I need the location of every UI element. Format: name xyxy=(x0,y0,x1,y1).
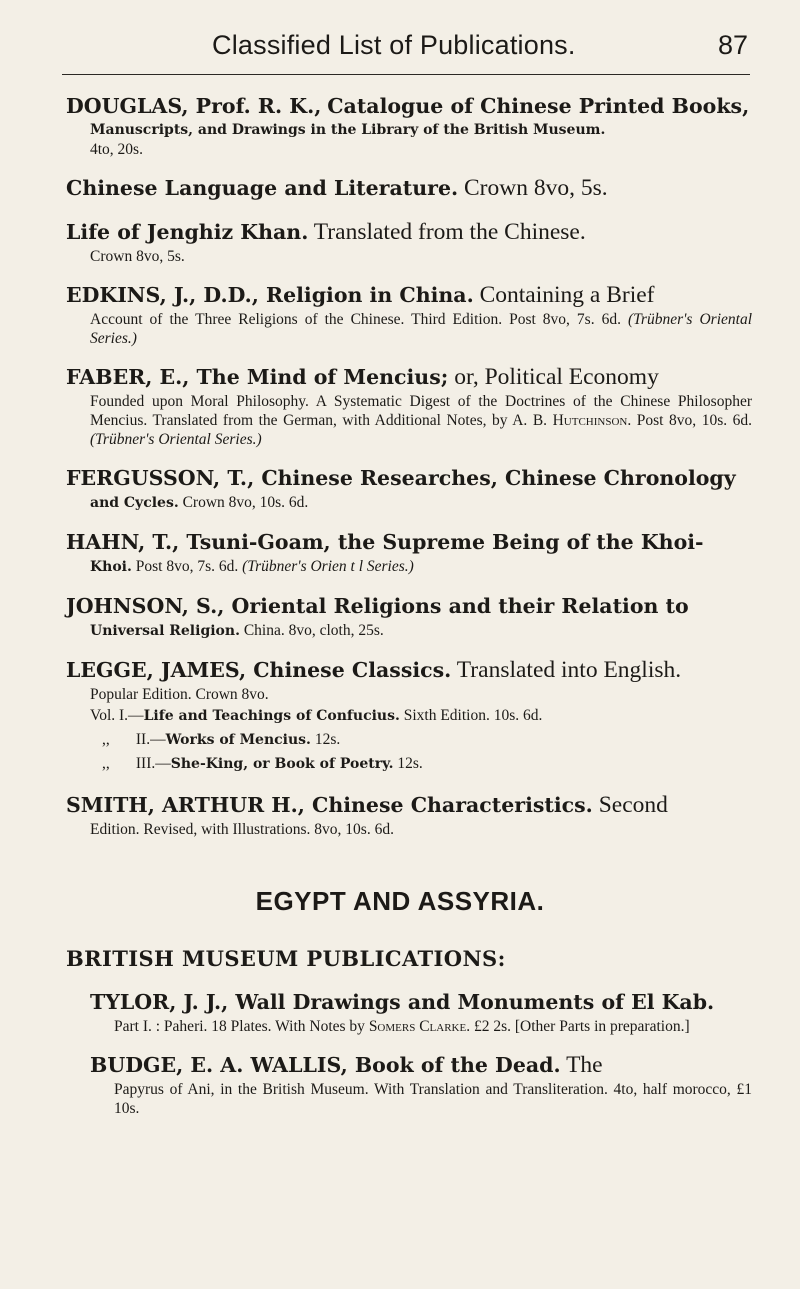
entry-series: (Trübner's Oriental Series.) xyxy=(90,431,262,448)
entry-name: Chinese Language and Literature. xyxy=(66,176,459,200)
entry-johnson xyxy=(66,592,752,641)
entry-budge xyxy=(90,1051,752,1118)
entry-title: Catalogue of Chinese Printed Books, xyxy=(327,94,750,118)
entry-hahn xyxy=(66,528,752,577)
entry-tail: Second xyxy=(598,792,668,818)
entry-details: Edition. Revised, with Illustrations. 8vo, 10s. 6d. xyxy=(90,821,394,838)
entry-details: Part I. : Paheri. 18 Plates. With Notes by Somers Clarke. £2 2s. [Other Parts in preparation.] xyxy=(114,1018,690,1035)
entry-edkins xyxy=(66,281,752,348)
entry-name: FERGUSSON, T., Chinese Researches, Chinese Chronology xyxy=(66,466,736,490)
entry-author: Somers Clarke. xyxy=(368,1018,471,1035)
section-subheading: BRITISH MUSEUM PUBLICATIONS: xyxy=(66,946,506,971)
entry-details: Founded upon Moral Philosophy. A Systematic Digest of the Doctrines of the Chinese Philosopher Mencius. Translated from the German, with Additional Notes, by A. B. Hutchinson. Post 8vo, 10s. 6d. (Trübner's Oriental Series.) xyxy=(90,393,753,448)
entry-name: TYLOR, J. J., Wall Drawings and Monuments of El Kab. xyxy=(90,990,715,1014)
entry-name: Life of Jenghiz Khan. xyxy=(66,220,309,244)
entry-series: (Trübner's Oriental Series.) xyxy=(90,311,753,347)
entry-name: BUDGE, E. A. WALLIS, Book of the Dead. xyxy=(90,1053,561,1077)
section-heading: EGYPT AND ASSYRIA. xyxy=(255,886,545,916)
entry-translator: Hutchinson. xyxy=(552,412,632,429)
entry-name: DOUGLAS, Prof. R. K., xyxy=(66,94,322,118)
entry-name: SMITH, ARTHUR H., Chinese Characteristics. xyxy=(66,793,593,817)
entry-details: Papyrus of Ani, in the British Museum. With Translation and Transliteration. 4to, half morocco, £1 10s. xyxy=(114,1081,752,1117)
entry-tail: Containing a Brief xyxy=(479,282,655,308)
header-rule xyxy=(62,74,750,75)
volume-line: Vol. I.—Life and Teachings of Confucius. Sixth Edition. 10s. 6d. xyxy=(90,707,543,724)
entry-series: (Trübner's Orien t l Series.) xyxy=(242,558,414,575)
entry-name: FABER, E., The Mind of Mencius; xyxy=(66,365,449,389)
entry-name: LEGGE, JAMES, Chinese Classics. xyxy=(66,658,452,682)
entry-name: HAHN, T., Tsuni-Goam, the Supreme Being of the Khoi- xyxy=(66,530,704,554)
entry-faber xyxy=(66,363,752,449)
entry-details: Khoi. Post 8vo, 7s. 6d. (Trübner's Orien t l Series.) xyxy=(90,558,414,575)
entry-chinese-language xyxy=(66,174,752,203)
entry-details: Crown 8vo, 5s. xyxy=(464,175,608,201)
entry-jenghiz-khan xyxy=(66,218,752,266)
volume-line: ,, III.—She-King, or Book of Poetry. 12s. xyxy=(102,755,423,772)
entry-details: Account of the Three Religions of the Chinese. Third Edition. Post 8vo, 7s. 6d. (Trübner's Oriental Series.) xyxy=(90,311,753,347)
entry-tail: Translated from the Chinese. xyxy=(313,219,586,245)
volume-line: ,, II.—Works of Mencius. 12s. xyxy=(102,731,341,748)
page-number: 87 xyxy=(717,30,748,60)
entry-details: 4to, 20s. xyxy=(90,141,143,158)
entry-name: EDKINS, J., D.D., Religion in China. xyxy=(66,283,474,307)
entry-fergusson xyxy=(66,464,752,513)
entry-tail: Translated into English. xyxy=(456,657,682,683)
entry-details: and Cycles. Crown 8vo, 10s. 6d. xyxy=(90,494,309,511)
entry-details: Popular Edition. Crown 8vo. xyxy=(90,686,269,703)
entry-tail: or, Political Economy xyxy=(454,364,659,390)
entry-tylor xyxy=(90,988,752,1036)
entry-name: JOHNSON, S., Oriental Religions and their Relation to xyxy=(66,594,689,618)
entry-legge xyxy=(66,656,752,776)
entries-list-egypt xyxy=(90,988,752,1133)
entry-subtitle: Manuscripts, and Drawings in the Library of the British Museum. xyxy=(90,122,606,138)
entries-list xyxy=(66,92,752,854)
entry-smith xyxy=(66,791,752,839)
entry-douglas xyxy=(66,92,752,159)
entry-details: Universal Religion. China. 8vo, cloth, 25s. xyxy=(90,622,384,639)
running-head: Classified List of Publications. xyxy=(212,30,576,60)
entry-details: Crown 8vo, 5s. xyxy=(90,248,185,265)
entry-tail: The xyxy=(566,1052,603,1078)
